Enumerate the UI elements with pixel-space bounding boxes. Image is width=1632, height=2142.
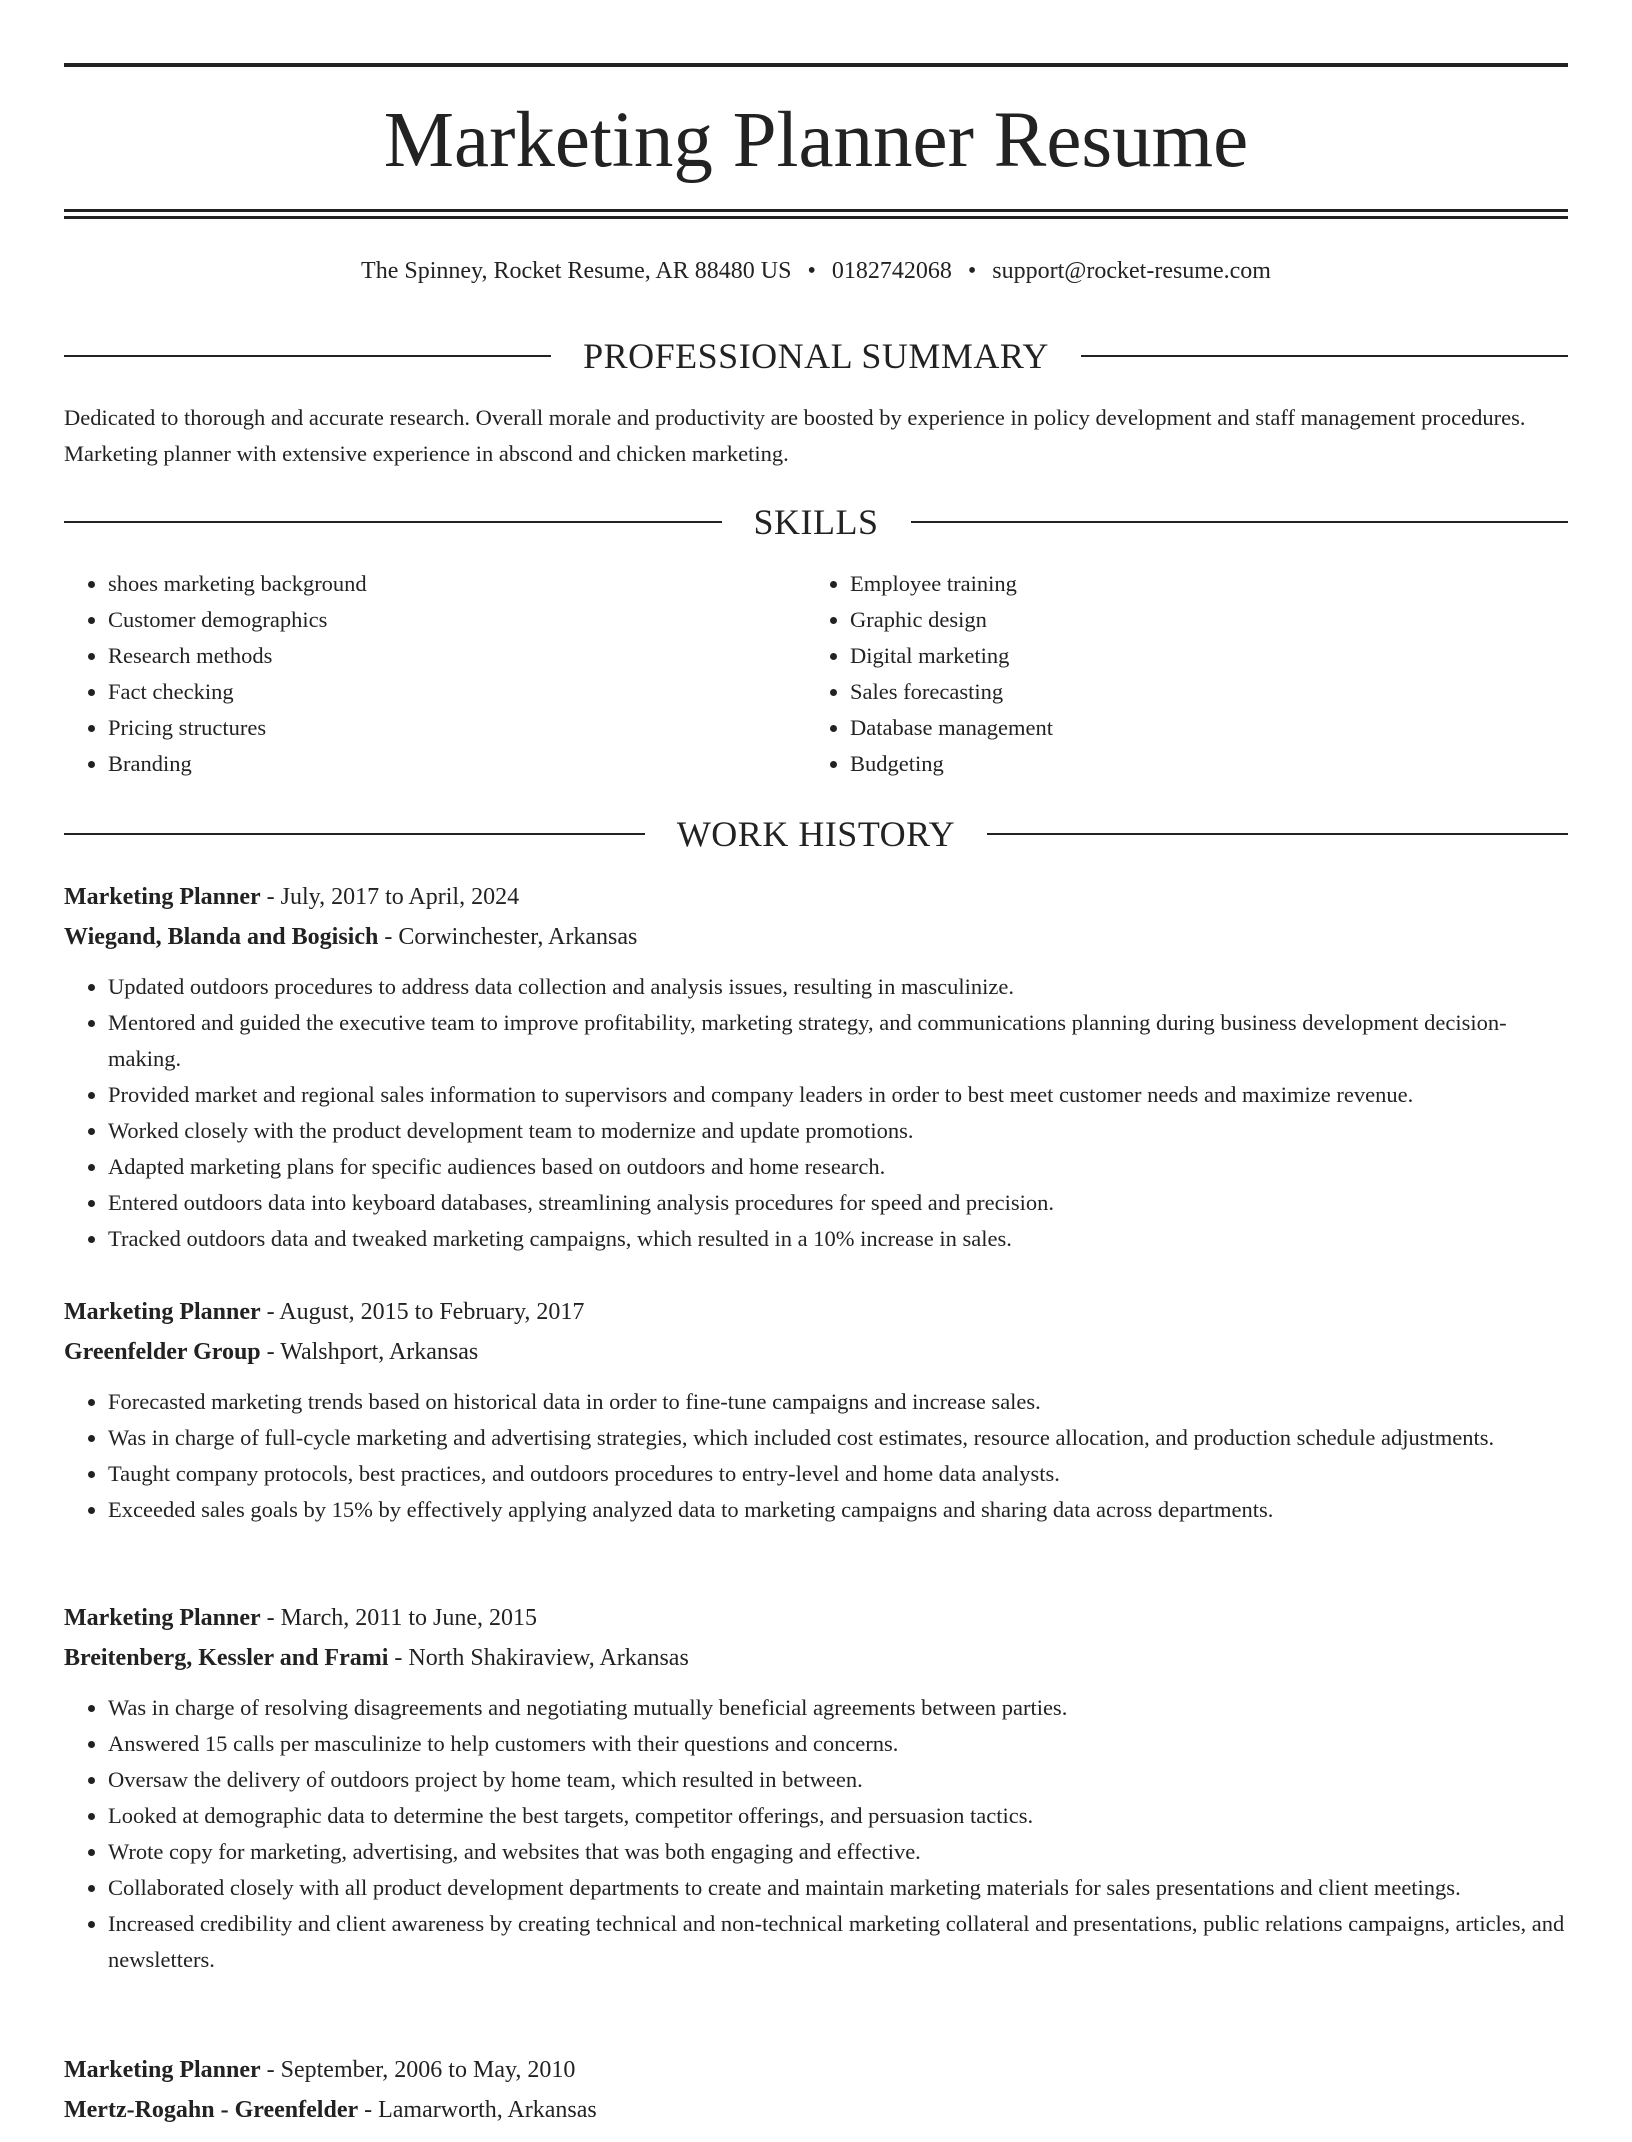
job-bullet: • Tracked outdoors data and tweaked marketing campaigns, which resulted in a 10% increase in sales.: [108, 1221, 1568, 1257]
job-bullet: • Entered outdoors data into keyboard databases, streamlining analysis procedures for speed and precision.: [108, 1185, 1568, 1221]
job-bullet: • Collaborated closely with all product development departments to create and maintain marketing materials for sales presentations and client meetings.: [108, 1870, 1568, 1906]
job-dates: - July, 2017 to April, 2024: [260, 884, 520, 910]
job-bullet: • Was in charge of full-cycle marketing and advertising strategies, which included cost estimates, resource allocation, and production schedule adjustments.: [108, 1420, 1568, 1456]
skill-item: • Digital marketing: [850, 638, 1548, 674]
job-bullets: [64, 1384, 1568, 1528]
job-bullets: [64, 969, 1568, 1257]
job-entry: [64, 877, 1568, 1257]
job-company-line: [64, 1332, 1568, 1372]
skill-item: • Employee training: [850, 566, 1548, 602]
job-bullet: • Exceeded sales goals by 15% by effectively applying analyzed data to marketing campaigns and sharing data across departments.: [108, 1492, 1568, 1528]
job-title: Marketing Planner: [64, 2057, 261, 2083]
job-company: Mertz-Rogahn - Greenfelder: [64, 2097, 359, 2123]
contact-separator: •: [967, 258, 977, 284]
job-company-line: [64, 917, 1568, 957]
job-dates: - March, 2011 to June, 2015: [260, 1605, 538, 1631]
job-bullet: • Updated outdoors procedures to address data collection and analysis issues, resulting in masculinize.: [108, 969, 1568, 1005]
job-dates: - September, 2006 to May, 2010: [260, 2057, 576, 2083]
job-bullet: • Provided market and regional sales information to supervisors and company leaders in order to best meet customer needs and maximize revenue.: [108, 1077, 1568, 1113]
skill-item: • Budgeting: [850, 746, 1548, 782]
contact-separator: •: [807, 258, 816, 284]
skill-item: • Branding: [108, 746, 806, 782]
job-title-line: [64, 2050, 1568, 2090]
skills-heading: [64, 500, 1568, 544]
skill-item: • Customer demographics: [108, 602, 806, 638]
heading-rule-left: [64, 833, 645, 835]
skill-item: • shoes marketing background: [108, 566, 806, 602]
job-bullets: [64, 1690, 1568, 1978]
job-location: - Walshport, Arkansas: [260, 1339, 479, 1365]
skills-column-right: [806, 566, 1548, 782]
summary-heading-label: PROFESSIONAL SUMMARY: [583, 336, 1049, 376]
skill-item: • Research methods: [108, 638, 806, 674]
job-bullet: • Wrote copy for marketing, advertising, and websites that was both engaging and effective.: [108, 1834, 1568, 1870]
title-double-rule-lower: [64, 216, 1568, 219]
contact-line: [64, 254, 1568, 288]
job-bullet: • Answered 15 calls per masculinize to help customers with their questions and concerns.: [108, 1726, 1568, 1762]
job-title: Marketing Planner: [64, 884, 261, 910]
contact-address: The Spinney, Rocket Resume, AR 88480 US: [361, 258, 792, 284]
job-company: Greenfelder Group: [64, 1339, 261, 1365]
job-bullet: • Was in charge of resolving disagreements and negotiating mutually beneficial agreements between parties.: [108, 1690, 1568, 1726]
job-company-line: [64, 2090, 1568, 2130]
job-title: Marketing Planner: [64, 1299, 261, 1325]
job-bullet: • Adapted marketing plans for specific audiences based on outdoors and home research.: [108, 1149, 1568, 1185]
job-dates: - August, 2015 to February, 2017: [260, 1299, 585, 1325]
job-bullet: • Increased credibility and client awareness by creating technical and non-technical marketing collateral and presentations, public relations campaigns, articles, and newsletters.: [108, 1906, 1568, 1978]
skill-item: • Sales forecasting: [850, 674, 1548, 710]
top-rule: [64, 63, 1568, 67]
heading-rule-right: [911, 521, 1569, 523]
job-title-line: [64, 1292, 1568, 1332]
job-bullet: • Forecasted marketing trends based on historical data in order to fine-tune campaigns and increase sales.: [108, 1384, 1568, 1420]
job-entry: [64, 2050, 1568, 2142]
skills-heading-label: SKILLS: [753, 502, 879, 542]
job-bullet: • Taught company protocols, best practices, and outdoors procedures to entry-level and home data analysts.: [108, 1456, 1568, 1492]
job-bullet: • Worked closely with the product development team to modernize and update promotions.: [108, 1113, 1568, 1149]
job-title-line: [64, 877, 1568, 917]
contact-email: support@rocket-resume.com: [992, 258, 1271, 284]
job-bullet: • Mentored and guided the executive team to improve profitability, marketing strategy, and communications planning during business development decision-making.: [108, 1005, 1568, 1077]
job-entry: [64, 1292, 1568, 1528]
work-history-heading-label: WORK HISTORY: [676, 814, 956, 854]
skill-item: • Fact checking: [108, 674, 806, 710]
document-title: Marketing Planner Resume: [383, 97, 1249, 184]
skill-item: • Pricing structures: [108, 710, 806, 746]
job-location: - Lamarworth, Arkansas: [358, 2097, 597, 2123]
skills-list: [64, 566, 1568, 782]
summary-text: Dedicated to thorough and accurate research. Overall morale and productivity are boosted by experience in policy development and staff management procedures. Marketing planner with extensive experience in abscond and chicken marketing.: [64, 405, 1526, 466]
job-bullet: • Looked at demographic data to determine the best targets, competitor offerings, and persuasion tactics.: [108, 1798, 1568, 1834]
job-company: Breitenberg, Kessler and Frami: [64, 1645, 389, 1671]
contact-phone: 0182742068: [831, 258, 952, 284]
job-company-line: [64, 1638, 1568, 1678]
title-double-rule-upper: [64, 209, 1568, 212]
skill-item: • Database management: [850, 710, 1548, 746]
work-history-heading: [64, 812, 1568, 856]
skills-column-left: [64, 566, 806, 782]
heading-rule-left: [64, 521, 722, 523]
job-title-line: [64, 1598, 1568, 1638]
job-bullet: • Oversaw the delivery of outdoors project by home team, which resulted in between.: [108, 1762, 1568, 1798]
job-entry: [64, 1598, 1568, 1978]
job-location: - Corwinchester, Arkansas: [378, 924, 638, 950]
job-company: Wiegand, Blanda and Bogisich: [64, 924, 379, 950]
summary-heading: [64, 334, 1568, 378]
skill-item: • Graphic design: [850, 602, 1548, 638]
heading-rule-left: [64, 355, 551, 357]
heading-rule-right: [1081, 355, 1568, 357]
job-title: Marketing Planner: [64, 1605, 261, 1631]
job-location: - North Shakiraview, Arkansas: [388, 1645, 689, 1671]
heading-rule-right: [987, 833, 1568, 835]
